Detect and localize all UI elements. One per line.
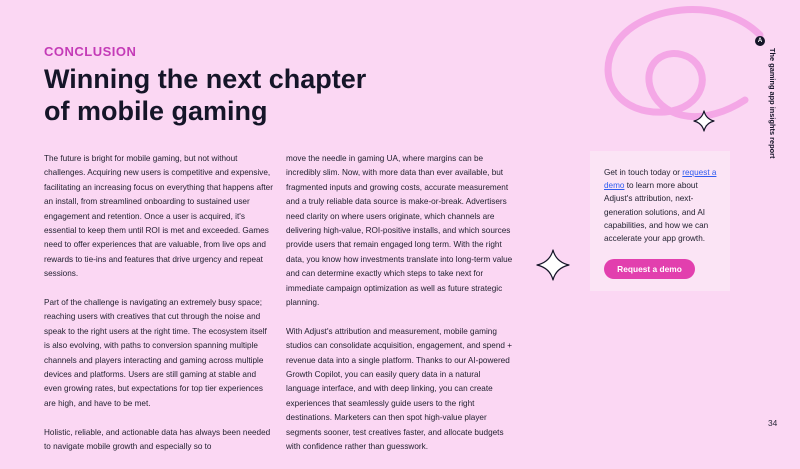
sparkle-icon — [537, 250, 569, 280]
paragraph: The future is bright for mobile gaming, but not without challenges. Acquiring new users is competitive and expensive, facilitating an increasing focus on everything that happens after an install, from streamlined onboarding to sustained user engagement and retention. Once a user is acquired, it's essential to keep them until ROI is met and exceeded. Games need to offer experiences that are valuable, from live ops and rewards to tie-ins and features that drive urgency and repeat sessions. — [44, 154, 273, 279]
cta-text-before: Get in touch today or — [604, 168, 683, 177]
page-number: 34 — [768, 418, 778, 428]
section-eyebrow: CONCLUSION — [44, 44, 137, 59]
paragraph: Part of the challenge is navigating an extremely busy space; reaching users with creatives that cut through the noise and speak to the right users at the right time. The ecosystem itself is also evolving, with paths to conversion spanning multiple channels and players interacting and gaming across multiple devices and platforms. Users are still gaming at stable and even growing rates, but expectations for top tier experiences are high, and have to be met. — [44, 298, 267, 408]
sparkle-icon — [694, 111, 714, 131]
swirl-decoration — [608, 10, 760, 117]
paragraph: move the needle in gaming UA, where margins can be incredibly slim. Now, with more data than ever available, but fragmented inputs and growing costs, accurate measurement and a truly reliable data source is make-or-break. Advertisers need clarity on where users originate, which channels are delivering high-value, ROI-positive installs, and which sources provide users that remain engaged long term. With the right data, you know how investments translate into long-term value and can determine exactly which steps to take next for immediate campaign optimization as well as future strategic planning. — [286, 154, 513, 308]
sidebar-report-title — [752, 36, 796, 216]
body-column-1 — [44, 152, 274, 469]
report-title-label: The gaming app insights report — [768, 48, 777, 159]
paragraph: With Adjust's attribution and measurement, mobile gaming studios can consolidate acquisition, engagement, and spend + revenue data into a single platform. Thanks to our AI-powered Growth Copilot, you can easily query data in a natural language interface, and with deep linking, you can create experiences that seamlessly guide users to the right destinations. Marketers can then spot high-value player segments sooner, test creatives faster, and allocate budgets with confidence rather than guesswork. — [286, 326, 512, 452]
request-demo-button[interactable]: Request a demo — [604, 259, 695, 279]
paragraph: Holistic, reliable, and actionable data has always been needed to navigate mobile growth and especially so to — [44, 427, 271, 452]
title-line-1: Winning the next chapter — [44, 64, 367, 94]
page-title — [44, 63, 404, 127]
adjust-logo-icon: A — [755, 36, 765, 46]
title-line-2: of mobile gaming — [44, 96, 268, 126]
cta-box — [590, 151, 730, 291]
cta-text — [604, 166, 718, 245]
request-demo-link[interactable]: request a demo — [604, 168, 717, 191]
cta-text-after: to learn more about Adjust's attribution, next-generation solutions, and AI capabilities, and how we can accelerate your app growth. — [604, 181, 709, 244]
body-column-2 — [286, 152, 516, 469]
